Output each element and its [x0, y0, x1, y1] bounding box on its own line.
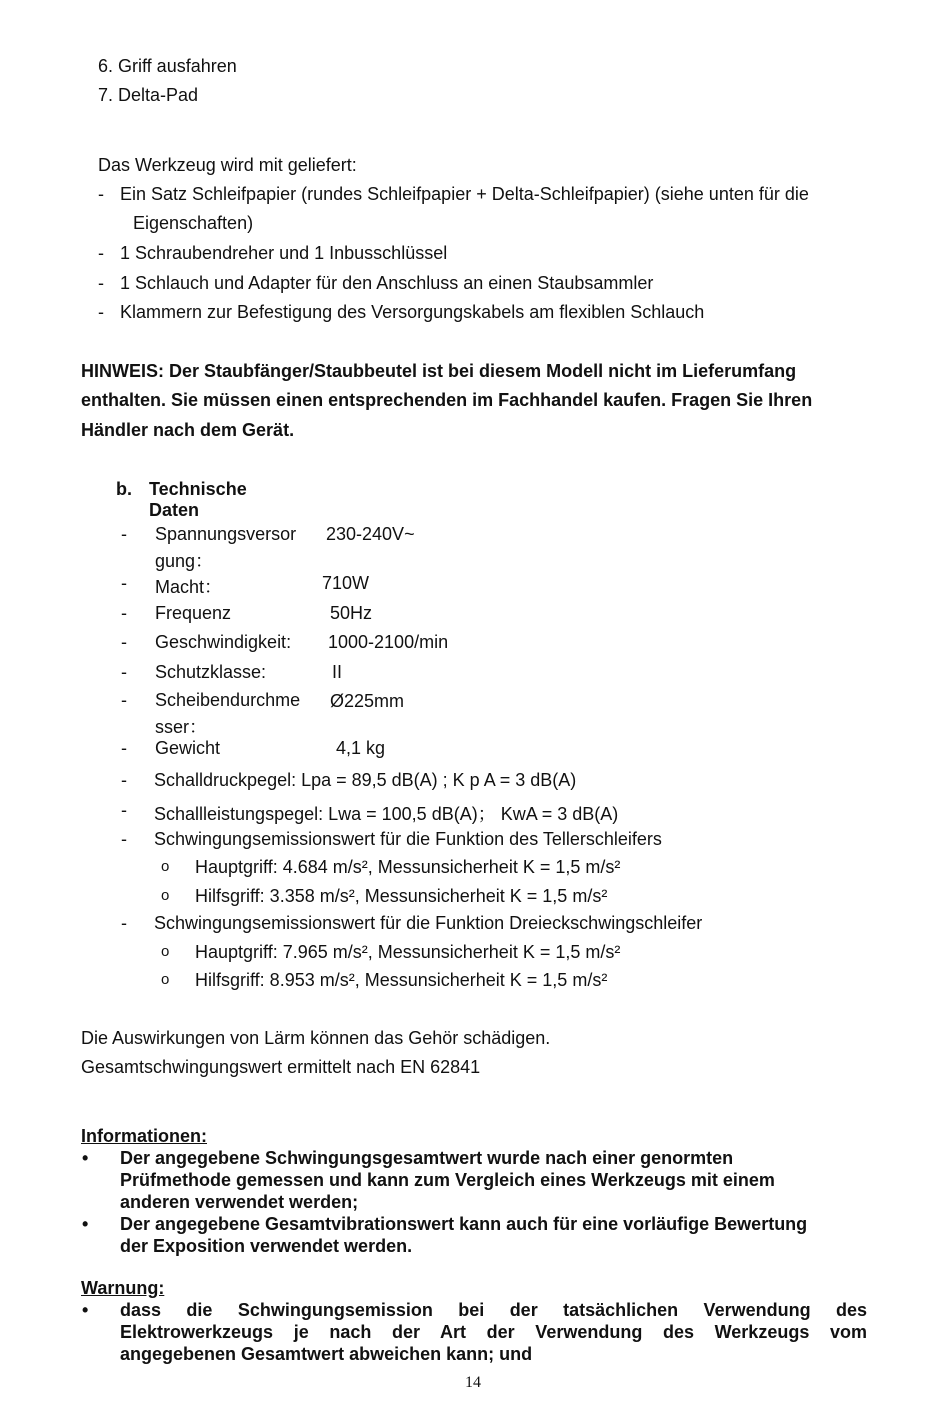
list-item: 1 Schraubendreher und 1 Inbusschlüssel [120, 243, 448, 263]
spec-value: 4,1 kg [336, 738, 386, 758]
dash: - [121, 662, 127, 682]
spec-label: Geschwindigkeit: [155, 632, 292, 652]
info-heading: Informationen: [81, 1126, 207, 1146]
spec-label: gung： [155, 551, 214, 571]
dash: - [121, 690, 127, 710]
dash: - [98, 302, 104, 322]
info-line: Der angegebene Gesamtvibrationswert kann auch für eine vorläufige Bewertung [120, 1214, 808, 1234]
spec-value: Ø225mm [330, 691, 405, 711]
bullet: • [82, 1300, 89, 1320]
emission-subitem: Hauptgriff: 7.965 m/s², Messunsicherheit K = 1,5 m/s² [195, 942, 621, 962]
circle-bullet: o [161, 943, 170, 960]
dash: - [98, 273, 104, 293]
note-line: Händler nach dem Gerät. [81, 420, 295, 440]
note-line: enthalten. Sie müssen einen entsprechenden im Fachhandel kaufen. Fragen Sie Ihren [81, 390, 813, 410]
dash: - [121, 913, 127, 933]
list-item: Klammern zur Befestigung des Versorgungskabels am flexiblen Schlauch [120, 302, 705, 322]
bullet: • [82, 1214, 89, 1234]
circle-bullet: o [161, 858, 170, 875]
warning-line: angegebenen Gesamtwert abweichen kann; und [120, 1344, 533, 1364]
section-title: Technische [149, 479, 247, 499]
section-title: Daten [149, 500, 200, 520]
bullet: • [82, 1148, 89, 1168]
spec-label: Gewicht [155, 738, 221, 758]
section-letter: b. [116, 479, 132, 499]
spec-value: 710W [322, 573, 370, 593]
dash: - [121, 829, 127, 849]
spec-label: Spannungsversor [155, 524, 297, 544]
warning-line: Elektrowerkzeugs je nach der Art der Verwendung des Werkzeugs vom [120, 1322, 867, 1342]
info-line: der Exposition verwendet werden. [120, 1236, 413, 1256]
list-item: Ein Satz Schleifpapier (rundes Schleifpapier + Delta-Schleifpapier) (siehe unten für die [120, 184, 809, 204]
note-line: HINWEIS: Der Staubfänger/Staubbeutel ist bei diesem Modell nicht im Lieferumfang [81, 361, 797, 381]
spec-value: 50Hz [330, 603, 373, 623]
emission-subitem: Hilfsgriff: 8.953 m/s², Messunsicherheit K = 1,5 m/s² [195, 970, 608, 990]
dash: - [121, 738, 127, 758]
spec-label: Frequenz [155, 603, 232, 623]
dash: - [121, 603, 127, 623]
warning-line: dass die Schwingungsemission bei der tatsächlichen Verwendung des [120, 1300, 867, 1320]
dash: - [121, 800, 127, 820]
emission-item: Schalldruckpegel: Lpa = 89,5 dB(A) ; K p A = 3 dB(A) [154, 770, 577, 790]
list-item: 6. Griff ausfahren [98, 56, 237, 76]
spec-value: 1000-2100/min [328, 632, 449, 652]
section-heading: Das Werkzeug wird mit geliefert: [98, 155, 357, 175]
dash: - [98, 184, 104, 204]
spec-value: II [332, 662, 343, 682]
list-item: 7. Delta-Pad [98, 85, 199, 105]
emission-item: Schallleistungspegel: Lwa = 100,5 dB(A)； KwA = 3 dB(A) [154, 804, 619, 824]
emission-subitem: Hauptgriff: 4.684 m/s², Messunsicherheit K = 1,5 m/s² [195, 857, 621, 877]
paragraph: Gesamtschwingungswert ermittelt nach EN 62841 [81, 1057, 481, 1077]
spec-label: sser： [155, 717, 208, 737]
dash: - [121, 770, 127, 790]
spec-label: Schutzklasse: [155, 662, 267, 682]
page-number: 14 [465, 1374, 481, 1391]
dash: - [98, 243, 104, 263]
spec-label: Macht： [155, 577, 223, 597]
spec-value: 230-240V~ [326, 524, 415, 544]
emission-item: Schwingungsemissionswert für die Funktion des Tellerschleifers [154, 829, 662, 849]
info-line: anderen verwendet werden; [120, 1192, 359, 1212]
info-line: Der angegebene Schwingungsgesamtwert wurde nach einer genormten [120, 1148, 734, 1168]
dash: - [121, 632, 127, 652]
dash: - [121, 524, 127, 544]
info-line: Prüfmethode gemessen und kann zum Vergleich eines Werkzeugs mit einem [120, 1170, 775, 1190]
circle-bullet: o [161, 887, 170, 904]
paragraph: Die Auswirkungen von Lärm können das Gehör schädigen. [81, 1028, 551, 1048]
list-item: 1 Schlauch und Adapter für den Anschluss an einen Staubsammler [120, 273, 654, 293]
spec-label: Scheibendurchme [155, 690, 301, 710]
emission-subitem: Hilfsgriff: 3.358 m/s², Messunsicherheit K = 1,5 m/s² [195, 886, 608, 906]
list-item-continuation: Eigenschaften) [133, 213, 254, 233]
circle-bullet: o [161, 971, 170, 988]
emission-item: Schwingungsemissionswert für die Funktion Dreieckschwingschleifer [154, 913, 703, 933]
dash: - [121, 573, 127, 593]
warning-heading: Warnung: [81, 1278, 165, 1298]
